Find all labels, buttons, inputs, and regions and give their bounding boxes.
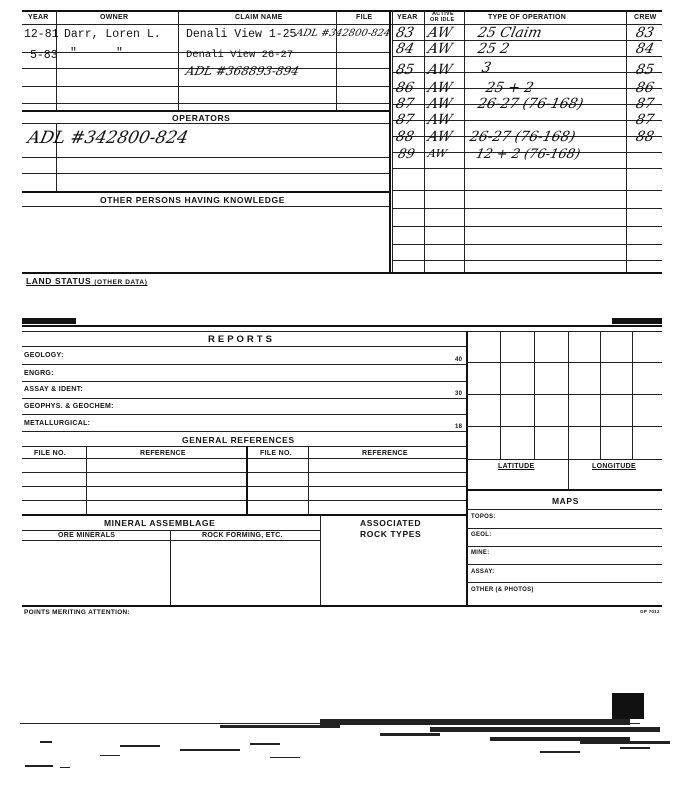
divider [534, 331, 535, 459]
scan-noise [20, 715, 670, 785]
operators-label: OPERATORS [172, 113, 231, 123]
rule [22, 431, 466, 432]
land-status-label [26, 276, 147, 286]
rock-types-label: ROCK TYPES [360, 529, 422, 539]
header-claim-name: CLAIM NAME [235, 14, 283, 21]
divider [389, 10, 391, 273]
maps-geol: GEOL: [471, 532, 492, 538]
rule [466, 546, 662, 547]
maps-assay: ASSAY: [471, 569, 495, 575]
op-row-8-type: 12 + 2 (76-168) [474, 147, 582, 162]
op-row-1-year: 83 [394, 25, 416, 41]
header-file: FILE [356, 14, 373, 21]
owner-row-2-year: 5-83 [30, 49, 58, 62]
op-row-2-type: 25 2 [476, 41, 511, 57]
maps-topos: TOPOS: [471, 514, 496, 520]
maps-mine: MINE: [471, 550, 490, 556]
op-row-4-crew: 86 [634, 80, 656, 96]
report-geology-num: 40 [455, 357, 463, 363]
points-meriting-attention: POINTS MERITING ATTENTION: [24, 609, 131, 616]
rule [22, 500, 466, 501]
report-geophys: GEOPHYS. & GEOCHEM: [24, 403, 114, 410]
op-row-5-type: 26-27 (76-168) [476, 96, 585, 112]
owner-row-1-claim-note: ADL #342800-824 [294, 28, 392, 39]
op-row-1-type: 25 Claim [476, 25, 544, 41]
longitude-label: LONGITUDE [592, 463, 636, 470]
rule [392, 260, 662, 261]
divider [246, 446, 248, 514]
other-persons-label: OTHER PERSONS HAVING KNOWLEDGE [100, 195, 286, 205]
ref-reference-2: REFERENCE [362, 450, 408, 457]
op-row-7-year: 88 [394, 129, 416, 145]
report-assay: ASSAY & IDENT: [24, 386, 84, 393]
rule [22, 206, 389, 207]
report-assay-num: 30 [455, 391, 463, 397]
divider [308, 446, 309, 514]
rule [392, 226, 662, 227]
op-row-7-status: AW [426, 129, 454, 145]
maps-title: MAPS [552, 496, 579, 506]
op-row-8-status: AW [426, 147, 449, 160]
land-status-sub: (OTHER DATA) [94, 279, 148, 286]
ref-reference: REFERENCE [140, 450, 186, 457]
associated-label: ASSOCIATED [360, 518, 422, 528]
report-engrg: ENGRG: [24, 370, 54, 377]
header-or-idle: OR IDLE [430, 17, 455, 23]
reports-title: REPORTS [208, 334, 275, 345]
op-row-7-type: 26-27 (76-168) [468, 129, 577, 145]
header-rule [22, 24, 662, 25]
rule [466, 459, 662, 460]
divider [178, 10, 179, 24]
rule [22, 86, 389, 87]
op-row-3-status: AW [426, 62, 454, 78]
op-row-4-year: 86 [394, 80, 416, 96]
ore-minerals-label: ORE MINERALS [58, 532, 116, 539]
op-row-5-crew: 87 [634, 96, 656, 112]
ref-file-no-2: FILE NO. [260, 450, 292, 457]
corner-mark [22, 318, 76, 324]
rule [466, 394, 662, 395]
rule [22, 381, 466, 382]
rule [22, 173, 389, 174]
rule [466, 564, 662, 565]
divider [600, 331, 601, 459]
report-metallurgical: METALLURGICAL: [24, 420, 91, 427]
op-row-3-type: 3 [480, 60, 493, 76]
op-row-7-crew: 88 [634, 129, 656, 145]
rule [22, 530, 320, 531]
rule [466, 489, 662, 491]
op-row-6-status: AW [426, 112, 454, 128]
header-crew: CREW [634, 14, 657, 21]
form-number: GP 7012 [640, 609, 660, 614]
divider [424, 10, 425, 273]
header-year: YEAR [28, 14, 49, 21]
rule [22, 123, 389, 124]
latitude-label: LATITUDE [498, 463, 535, 470]
rule [22, 325, 662, 327]
rule [22, 191, 389, 193]
rule [22, 472, 466, 473]
op-row-2-crew: 84 [634, 41, 656, 57]
rule [22, 364, 466, 365]
rule [22, 110, 389, 112]
rule [22, 331, 662, 332]
mineral-assemblage-title: MINERAL ASSEMBLAGE [104, 518, 216, 528]
rule [22, 540, 320, 541]
report-geology: GEOLOGY: [24, 352, 64, 359]
divider [56, 10, 57, 24]
rule [22, 414, 466, 415]
rule [22, 458, 466, 459]
rule [22, 486, 466, 487]
owner-row-2-claim-note: ADL #368893-894 [184, 64, 301, 78]
divider [86, 446, 87, 514]
header-owner: OWNER [100, 14, 129, 21]
op-row-4-status: AW [426, 80, 454, 96]
divider [632, 331, 633, 459]
op-row-4-type: 25 + 2 [484, 80, 536, 96]
rule [392, 244, 662, 245]
operator-entry: ADL #342800-824 [25, 128, 191, 148]
op-row-3-year: 85 [394, 62, 416, 78]
op-row-8-year: 89 [396, 147, 417, 162]
rule [22, 272, 662, 274]
rule [466, 362, 662, 363]
rule [466, 509, 662, 510]
divider [170, 530, 171, 605]
header-type-of-operation: TYPE OF OPERATION [488, 14, 567, 21]
rule [22, 605, 662, 607]
rule [392, 168, 662, 169]
rock-forming-label: ROCK FORMING, ETC. [202, 532, 283, 539]
divider [392, 10, 393, 273]
rule [22, 103, 389, 104]
land-status-text: LAND STATUS [26, 276, 92, 286]
owner-row-2-owner-ditto: " [116, 47, 123, 60]
divider [320, 514, 321, 605]
rule [22, 514, 466, 516]
rule [466, 426, 662, 427]
owner-row-2-claim: Denali View 26-27 [186, 49, 294, 61]
owner-row-1-year: 12-81 [24, 28, 59, 41]
op-row-6-year: 87 [394, 112, 416, 128]
divider [626, 10, 627, 273]
header-year-2: YEAR [397, 14, 418, 21]
corner-mark [612, 318, 662, 324]
rule [22, 346, 466, 347]
divider [336, 10, 337, 24]
owner-row-2-owner: " [70, 47, 77, 60]
rule [22, 446, 466, 447]
op-row-5-status: AW [426, 96, 454, 112]
top-rule [22, 10, 662, 12]
header-active: ACTIVE [432, 11, 454, 17]
rule [22, 157, 389, 158]
rule [466, 582, 662, 583]
op-row-3-crew: 85 [634, 62, 656, 78]
owner-row-1-claim: Denali View 1-25 [186, 28, 297, 41]
op-row-2-year: 84 [394, 41, 416, 57]
maps-other: OTHER (& PHOTOS) [471, 587, 534, 593]
op-row-1-crew: 83 [634, 25, 656, 41]
rule [22, 398, 466, 399]
op-row-2-status: AW [426, 41, 454, 57]
divider [568, 331, 569, 489]
divider [178, 24, 179, 110]
op-row-6-crew: 87 [634, 112, 656, 128]
report-metallurgical-num: 18 [455, 424, 463, 430]
op-row-1-status: AW [426, 25, 454, 41]
op-row-5-year: 87 [394, 96, 416, 112]
general-references-title: GENERAL REFERENCES [182, 435, 295, 445]
divider [464, 10, 465, 273]
rule [466, 528, 662, 529]
ref-file-no: FILE NO. [34, 450, 66, 457]
owner-row-1-owner: Darr, Loren L. [64, 28, 161, 41]
rule [392, 208, 662, 209]
divider [500, 331, 501, 459]
rule [392, 190, 662, 191]
